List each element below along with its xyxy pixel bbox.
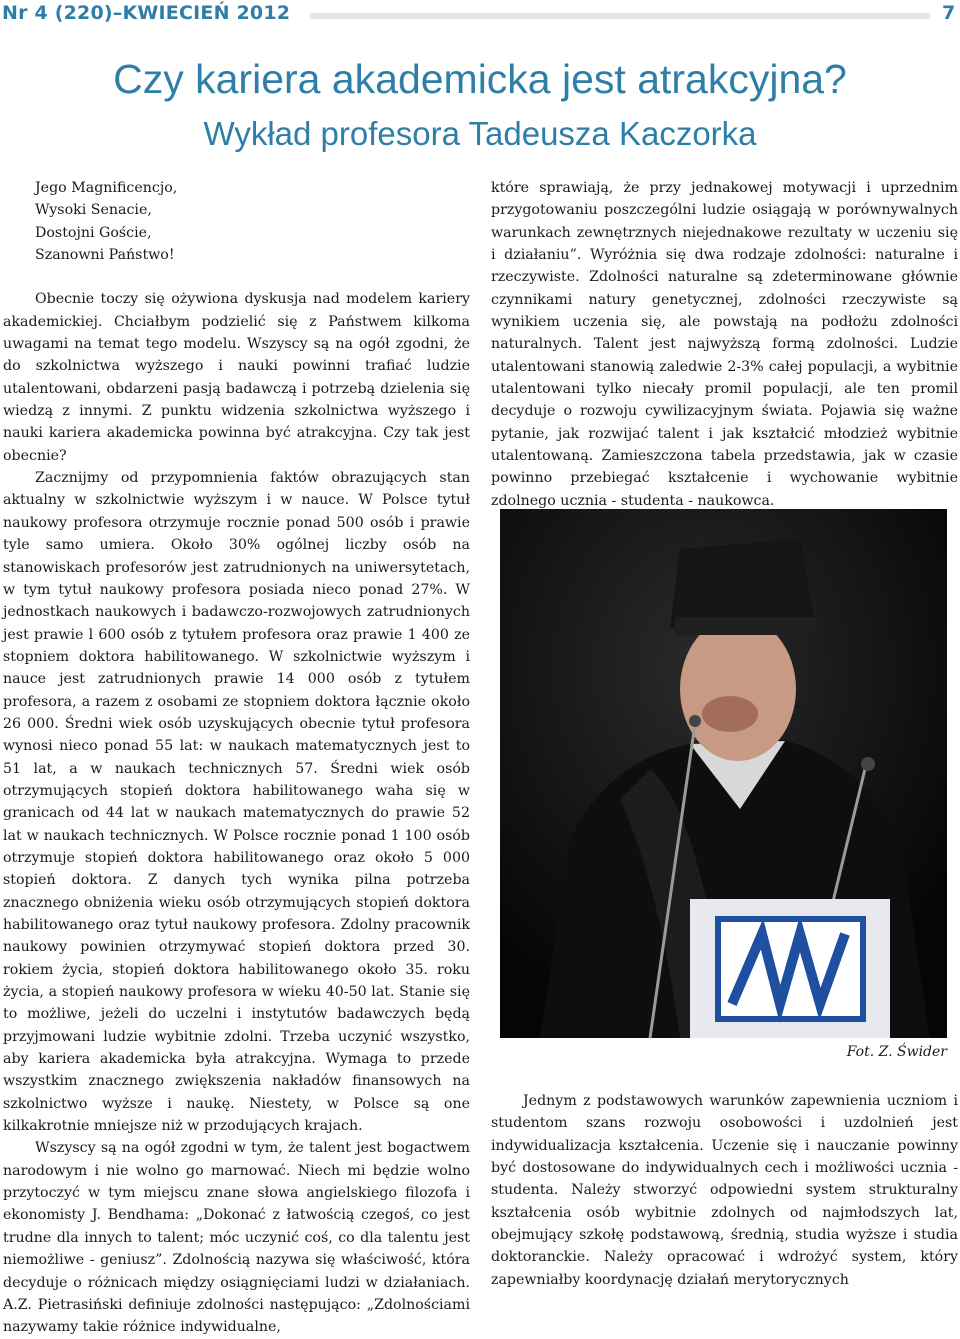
article-subtitle: Wykład profesora Tadeusza Kaczorka bbox=[203, 115, 757, 152]
paragraph: które sprawiają, że przy jednakowej motywacji i uprzednim przygotowaniu poszczególni ludzie osiągają w porównywalnych warunkach zewnętrznych niejednakowe rezultaty w uczeniu się i działaniu”. Wyróżnia się dwa rodzaje zdolności: naturalne i rzeczywiste. Zdolności naturalne są zdeterminowane głównie czynnikami natury genetycznej, zdolności rzeczywiste są wynikiem uczenia się, ale powstają na podłożu zdolności naturalnych. Talent jest najwyższą formą zdolności. Ludzie utalentowani stanowią zaledwie 2-3% całej populacji, a wybitnie utalentowani tylko niecały promil populacji, ale ten promil decyduje o rozwoju cywilizacyjnym świata. Pojawia się ważne pytanie, jak rozwijać talent i jak kształcić młodzież wybitnie utalentowaną. Zamieszczona tabela przedstawia, jak w czasie powinno przebiegać kształcenie i wychowanie wybitnie zdolnego ucznia - studenta - naukowca. bbox=[491, 180, 958, 509]
salutation-line: Szanowni Państwo! bbox=[35, 247, 175, 264]
header-rule bbox=[310, 13, 930, 19]
spacer bbox=[3, 266, 470, 288]
paragraph: Wszyscy są na ogół zgodni w tym, że talent jest bogactwem narodowym i nie wolno go marnować. Niech mi będzie wolno przytoczyć w tym miejscu znane słowa angielskiego filozofa i ekonomisty J. Bendhama: „Dokonać z łatwością czegoś, co jest trudne dla innych to talent; móc uczynić coś, co dla talentu jest niemożliwe - geniusz”. Zdolnością nazywa się właściwość, która decyduje o różnicach między osiągnięciami ludzi w działaniach. A.Z. Pietrasiński definiuje zdolności następująco: „Zdolnościami nazywamy takie różnice indywidualne, bbox=[3, 1140, 470, 1336]
issue-label: Nr 4 (220)–KWIECIEŃ 2012 bbox=[2, 2, 291, 24]
left-column bbox=[3, 177, 470, 1339]
salutation-line: Dostojni Goście, bbox=[35, 224, 152, 241]
photo-speaker bbox=[500, 509, 947, 1038]
right-column-top bbox=[491, 177, 958, 512]
paragraph: Zacznijmy od przypomnienia faktów obrazujących stan aktualny w szkolnictwie wyższym i w nauce. W Polsce tytuł naukowy profesora otrzymuje rocznie ponad 500 osób i prawie tyle samo umiera. Około 30% ogólnej liczby osób na stanowiskach profesorów jest zatrudnionych na uniwersytetach, w tym tytuł naukowy profesora posiada nieco ponad 27%. W jednostkach naukowych i badawczo-rozwojowych zatrudnionych jest prawie l 600 osób z tytułem profesora oraz prawie 1 400 ze stopniem doktora habilitowanego. W szkolnictwie wyższym i nauce jest zatrudnionych prawie 14 000 osób z tytułem profesora, a razem z osobami ze stopniem doktora łącznie około 26 000. Średni wiek osób uzyskujących obecnie tytuł profesora wynosi nieco ponad 55 lat: w naukach matematycznych jest to 51 lat, a w naukach technicznych 57. Średni wiek osób otrzymujących stopień doktora habilitowanego waha się w granicach od 44 lat w naukach matematycznych do prawie 52 lat w naukach technicznych. W Polsce rocznie ponad 1 100 osób otrzymuje stopień doktora habilitowanego oraz około 5 000 stopień doktora. Z danych tych wynika pilna potrzeba znacznego obniżenia wieku osób otrzymujących stopień doktora habilitowanego oraz tytuł naukowy profesora. Zdolny pracownik naukowy powinien otrzymywać stopień doktora przed 30. rokiem życia, stopień doktora habilitowanego około 35. roku życia, a stopień naukowy profesora w wieku 40-50 lat. Stanie się to możliwe, jeżeli do uczelni i instytutów badawczych będą przyjmowani ludzie wybitnie zdolni. Trzeba uczynić wszystko, aby kariera akademicka była atrakcyjna. Wymaga to przede wszystkim znacznego zwiększenia nakładów finansowych na szkolnictwo wyższe i naukę. Niestety, w Polsce są one kilkakrotnie mniejsze niż w przodujących krajach. bbox=[3, 470, 470, 1135]
right-column-bottom bbox=[491, 1090, 958, 1291]
photo-caption: Fot. Z. Świder bbox=[846, 1044, 947, 1060]
salutation-line: Wysoki Senacie, bbox=[35, 202, 152, 219]
article-title: Czy kariera akademicka jest atrakcyjna? bbox=[113, 56, 847, 102]
paragraph: Jednym z podstawowych warunków zapewnienia uczniom i studentom szans rozwoju osobowości i uzdolnień jest indywidualizacja kształcenia. Uczenie się i nauczanie powinny być dostosowane do indywidualnych cech i możliwości ucznia - studenta. Należy stworzyć odpowiedni system strukturalny kształcenia osób wybitnie zdolnych od najmłodszych lat, obejmujący szkołę podstawową, średnią, studia wyższe i studia doktoranckie. Należy opracować i wdrożyć system, który zapewniałby koordynację działań merytorycznych bbox=[491, 1093, 958, 1288]
salutation-line: Jego Magnificencjo, bbox=[35, 180, 178, 196]
paragraph: Obecnie toczy się ożywiona dyskusja nad modelem kariery akademickiej. Chciałbym podzielić się z Państwem kilkoma uwagami na temat tego modelu. Wszyscy są na ogół zgodni, że do szkolnictwa wyższego i nauki powinni trafiać ludzie utalentowani, obdarzeni pasją badawczą i potrzebą dzielenia się wiedzą z innymi. Z punktu widzenia szkolnictwa wyższego i nauki kariera akademicka powinna być atrakcyjna. Czy tak jest obecnie? bbox=[3, 291, 470, 464]
speaker-photo-illustration bbox=[500, 509, 947, 1038]
page-number: 7 bbox=[942, 2, 956, 24]
